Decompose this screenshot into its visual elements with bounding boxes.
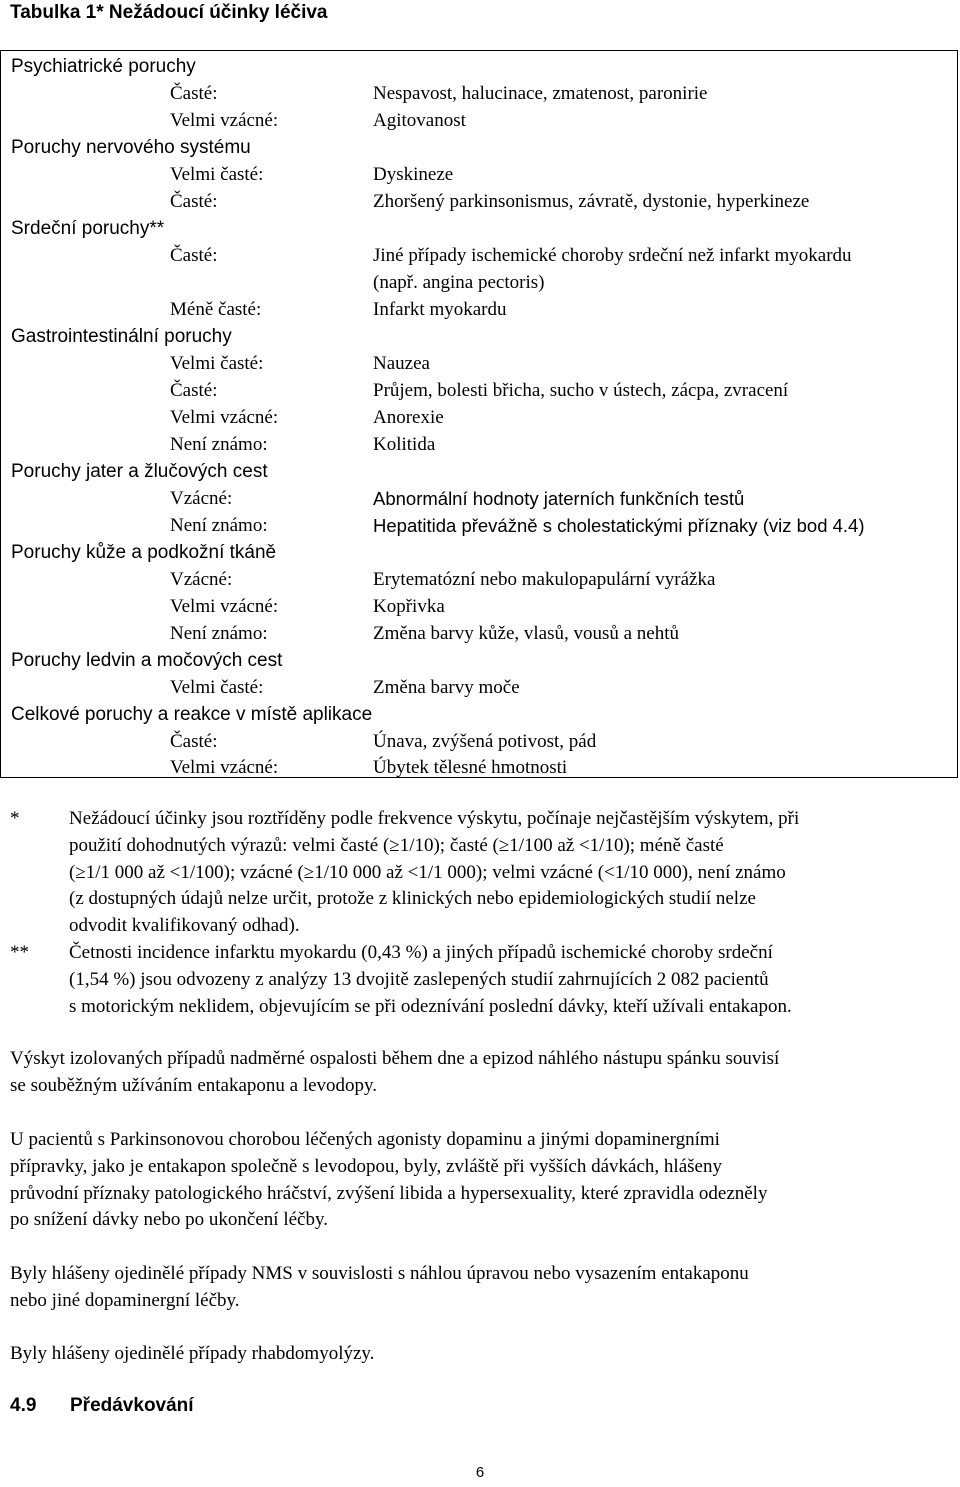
- section-heading: [10, 1393, 194, 1420]
- table-row: [1, 297, 959, 324]
- reaction-text: Erytematózní nebo makulopapulární vyrážka: [373, 569, 716, 590]
- frequency-label: Velmi časté:: [170, 164, 264, 185]
- table-row: [1, 216, 959, 243]
- reaction-text-continued: (např. angina pectoris): [373, 272, 545, 293]
- table-row: [1, 540, 959, 567]
- frequency-label: Velmi časté:: [170, 353, 264, 374]
- reaction-text: Průjem, bolesti břicha, sucho v ústech, zácpa, zvracení: [373, 380, 789, 401]
- table-row: [1, 702, 959, 729]
- frequency-label: Není známo:: [170, 515, 268, 536]
- footnote-mark: **: [10, 942, 29, 963]
- text-line: Výskyt izolovaných případů nadměrné ospalosti během dne a epizod náhlého nástupu spánku souvisí: [10, 1048, 780, 1069]
- table-row: [1, 755, 959, 782]
- organ-class-label: Poruchy kůže a podkožní tkáně: [11, 542, 277, 563]
- frequency-label: Časté:: [170, 83, 218, 104]
- reaction-text: Nauzea: [373, 353, 430, 374]
- frequency-label: Časté:: [170, 731, 218, 752]
- table-row: [1, 621, 959, 648]
- organ-class-label: Srdeční poruchy**: [11, 218, 165, 239]
- text-line: se souběžným užíváním entakaponu a levodopy.: [10, 1074, 378, 1096]
- reaction-text: Změna barvy kůže, vlasů, vousů a nehtů: [373, 623, 680, 644]
- text-line: průvodní příznaky patologického hráčství, zvýšení libida a hypersexuality, které zpravidla odezněly: [10, 1182, 768, 1204]
- text-line: (z dostupných údajů nelze určit, protože z klinických nebo epidemiologických studií nelze: [69, 888, 756, 910]
- table-row: [1, 459, 959, 486]
- footnote-text: [69, 940, 949, 1020]
- frequency-label: Vzácné:: [170, 488, 233, 509]
- paragraph: [10, 1046, 940, 1100]
- paragraph: [10, 1261, 940, 1315]
- reaction-text: Úbytek tělesné hmotnosti: [373, 757, 568, 778]
- frequency-label: Velmi časté:: [170, 677, 264, 698]
- table-row: [1, 81, 959, 108]
- reaction-text: Abnormální hodnoty jaterních funkčních testů: [373, 488, 745, 509]
- table-row: [1, 486, 959, 513]
- text-line: Četnosti incidence infarktu myokardu (0,43 %) a jiných případů ischemické choroby srdeční: [69, 942, 773, 963]
- reaction-text: Agitovanost: [373, 110, 466, 131]
- text-line: po snížení dávky nebo po ukončení léčby.: [10, 1209, 328, 1231]
- table-row: [1, 243, 959, 270]
- frequency-label: Časté:: [170, 245, 218, 266]
- adverse-effects-table: [0, 50, 958, 778]
- text-line: (1,54 %) jsou odvozeny z analýzy 13 dvojitě zaslepených studií zahrnujících 2 082 pacientů: [69, 968, 769, 990]
- organ-class-label: Poruchy jater a žlučových cest: [11, 461, 268, 482]
- organ-class-label: Gastrointestinální poruchy: [11, 326, 232, 347]
- text-line: s motorickým neklidem, objevujícím se při odeznívání poslední dávky, kteří užívali entakapon.: [69, 995, 792, 1017]
- frequency-label: Není známo:: [170, 623, 268, 644]
- organ-class-label: Poruchy nervového systému: [11, 137, 251, 158]
- frequency-label: Velmi vzácné:: [170, 407, 279, 428]
- table-row: [1, 729, 959, 756]
- frequency-label: Vzácné:: [170, 569, 233, 590]
- reaction-text: Infarkt myokardu: [373, 299, 507, 320]
- table-row: [1, 108, 959, 135]
- table-row: [1, 162, 959, 189]
- text-line: přípravky, jako je entakapon společně s levodopou, byly, zvláště při vyšších dávkách, hlášeny: [10, 1155, 722, 1177]
- table-row: [1, 135, 959, 162]
- frequency-label: Velmi vzácné:: [170, 757, 279, 778]
- reaction-text: Anorexie: [373, 407, 444, 428]
- reaction-text: Nespavost, halucinace, zmatenost, paronirie: [373, 83, 708, 104]
- frequency-label: Velmi vzácné:: [170, 596, 279, 617]
- reaction-text: Kolitida: [373, 434, 436, 455]
- table-row: [1, 567, 959, 594]
- frequency-label: Velmi vzácné:: [170, 110, 279, 131]
- table-row: [1, 378, 959, 405]
- table-row: [1, 594, 959, 621]
- reaction-text: Jiné případy ischemické choroby srdeční než infarkt myokardu: [373, 245, 852, 266]
- page-number: 6: [475, 1464, 485, 1481]
- footnote: [10, 940, 945, 1022]
- section-number: 4.9: [10, 1395, 37, 1416]
- frequency-label: Méně časté:: [170, 299, 262, 320]
- table-caption: Tabulka 1* Nežádoucí účinky léčiva: [10, 2, 328, 23]
- footnote-text: [69, 806, 949, 940]
- text-line: Byly hlášeny ojedinělé případy rhabdomyolýzy.: [10, 1343, 375, 1364]
- text-line: U pacientů s Parkinsonovou chorobou léčených agonisty dopaminu a jinými dopaminergními: [10, 1129, 720, 1150]
- text-line: použití dohodnutých výrazů: velmi časté (≥1/10); časté (≥1/100 až <1/10); méně časté: [69, 834, 724, 856]
- paragraph: [10, 1127, 940, 1234]
- reaction-text: Hepatitida převážně s cholestatickými příznaky (viz bod 4.4): [373, 515, 865, 536]
- table-row: [1, 513, 959, 540]
- section-title: Předávkování: [70, 1395, 194, 1416]
- table-row: [1, 54, 959, 81]
- table-row: [1, 648, 959, 675]
- table-row: [1, 351, 959, 378]
- text-line: odvodit kvalifikovaný odhad).: [69, 915, 300, 937]
- reaction-text: Únava, zvýšená potivost, pád: [373, 731, 597, 752]
- frequency-label: Časté:: [170, 191, 218, 212]
- reaction-text: Zhoršený parkinsonismus, závratě, dystonie, hyperkineze: [373, 191, 810, 212]
- text-line: Byly hlášeny ojedinělé případy NMS v souvislosti s náhlou úpravou nebo vysazením entakaponu: [10, 1263, 749, 1284]
- text-line: Nežádoucí účinky jsou roztříděny podle frekvence výskytu, počínaje nejčastějším výskytem, při: [69, 808, 800, 829]
- table-row: [1, 189, 959, 216]
- table-row: [1, 270, 959, 297]
- organ-class-label: Poruchy ledvin a močových cest: [11, 650, 283, 671]
- table-row: [1, 432, 959, 459]
- table-row: [1, 675, 959, 702]
- organ-class-label: Celkové poruchy a reakce v místě aplikace: [11, 704, 373, 725]
- organ-class-label: Psychiatrické poruchy: [11, 56, 196, 77]
- table-row: [1, 405, 959, 432]
- frequency-label: Není známo:: [170, 434, 268, 455]
- paragraph: [10, 1341, 940, 1368]
- reaction-text: Změna barvy moče: [373, 677, 520, 698]
- reaction-text: Dyskineze: [373, 164, 454, 185]
- reaction-text: Kopřivka: [373, 596, 445, 617]
- footnote-mark: *: [10, 808, 20, 829]
- table-row: [1, 324, 959, 351]
- frequency-label: Časté:: [170, 380, 218, 401]
- text-line: (≥1/1 000 až <1/100); vzácné (≥1/10 000 až <1/1 000); velmi vzácné (<1/10 000), není známo: [69, 861, 786, 883]
- text-line: nebo jiné dopaminergní léčby.: [10, 1289, 240, 1311]
- footnote: [10, 806, 945, 941]
